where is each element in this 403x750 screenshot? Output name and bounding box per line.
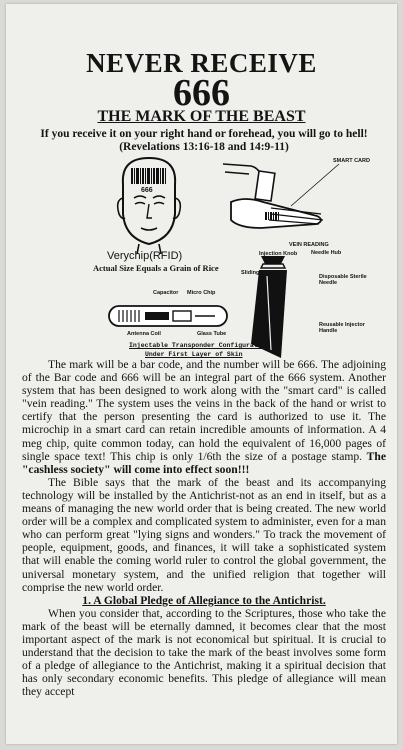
title-number: 666 bbox=[173, 72, 230, 114]
cashless-society-sentence: The "cashless society" will come into effect soon!!! bbox=[22, 449, 386, 476]
disposable-needle-text: Disposable Sterile Needle bbox=[319, 274, 367, 286]
chip-capsule-drawing bbox=[105, 296, 235, 336]
reusable-injector-text: Reusable Injector Handle bbox=[319, 322, 365, 334]
transponder-caption-2: Under First Layer of Skin bbox=[145, 351, 243, 358]
scripture-warning: If you receive it on your right hand or forehead, you will go to hell! (Revelations 13:16-18 and 14:9-11) bbox=[40, 128, 368, 153]
glass-tube-label: Glass Tube bbox=[197, 331, 227, 337]
sliding-bar-label: Sliding Bar bbox=[241, 270, 271, 276]
vein-reading-label: VEIN READING bbox=[289, 242, 329, 248]
micro-chip-label: Micro Chip bbox=[187, 290, 216, 296]
section-heading: 1. A Global Pledge of Allegiance to the Antichrist. bbox=[82, 593, 326, 607]
tract-body bbox=[22, 358, 386, 698]
antenna-coil-label: Antenna Coil bbox=[127, 331, 161, 337]
title-subtitle: THE MARK OF THE BEAST bbox=[97, 108, 306, 125]
hand-card-drawing bbox=[221, 154, 351, 249]
injection-knob-label: Injection Knob bbox=[259, 251, 298, 257]
transponder-caption-1: Injectable Transponder Configuration bbox=[129, 342, 270, 349]
disposable-needle-label bbox=[319, 274, 379, 286]
illustration bbox=[93, 154, 391, 364]
paragraph-1 bbox=[22, 358, 386, 476]
smart-card-label: SMART CARD bbox=[333, 158, 370, 164]
needle-hub-label: Needle Hub bbox=[311, 250, 342, 256]
capacitor-label: Capacitor bbox=[153, 290, 179, 296]
paragraph-1-text: The mark will be a bar code, and the number will be 666. The adjoining of the Bar code and 666 will be an integral part of the 666 system. Another system that has been designed to work along with the "smart card" is called "vein reading." The system uses the veins in the back of the hand or wrist to certify that the person presenting the card is authorized to use it. The microchip in a smart card can retain incredible amounts of information. A 4 meg chip, quite common today, can hold the equivalent of 16,000 pages of single space text! This chip is only 1/6th the size of a postage stamp. bbox=[22, 358, 386, 463]
paragraph-3: When you consider that, according to the Scriptures, those who take the mark of the beast will be eternally damned, it becomes clear that the most important aspect of the mark is not economical but spiritual. It is crucial to understand that the decision to take the mark of the beast involves some form of a pledge of allegiance to the Antichrist, making it a spiritual decision that has only secondary economic benefits. This pledge of allegiance will mean they accept bbox=[22, 606, 386, 699]
chip-name-label: Verychip(RFID) bbox=[107, 250, 183, 262]
chip-size-note: Actual Size Equals a Grain of Rice bbox=[93, 263, 219, 273]
reusable-injector-label bbox=[319, 322, 379, 334]
head-barcode-drawing bbox=[101, 154, 196, 254]
title-line-1: NEVER RECEIVE bbox=[86, 48, 317, 78]
paragraph-2: The Bible says that the mark of the beast and its accompanying technology will be installed by the Antichrist-not as an end in itself, but as a means of managing the new world order that is being created. The new world order will be a complex and complicated system to administer, even for a man who can perform great "lying signs and wonders." To track the movement of people, equipment, goods, and finances, it will take a sophisticated system that will enable the coming world ruler to control the global government, the universal monetary system, and the unified religion that together will comprise the new world order. bbox=[22, 475, 386, 594]
forehead-number: 666 bbox=[141, 187, 153, 194]
tract-page bbox=[6, 4, 397, 744]
